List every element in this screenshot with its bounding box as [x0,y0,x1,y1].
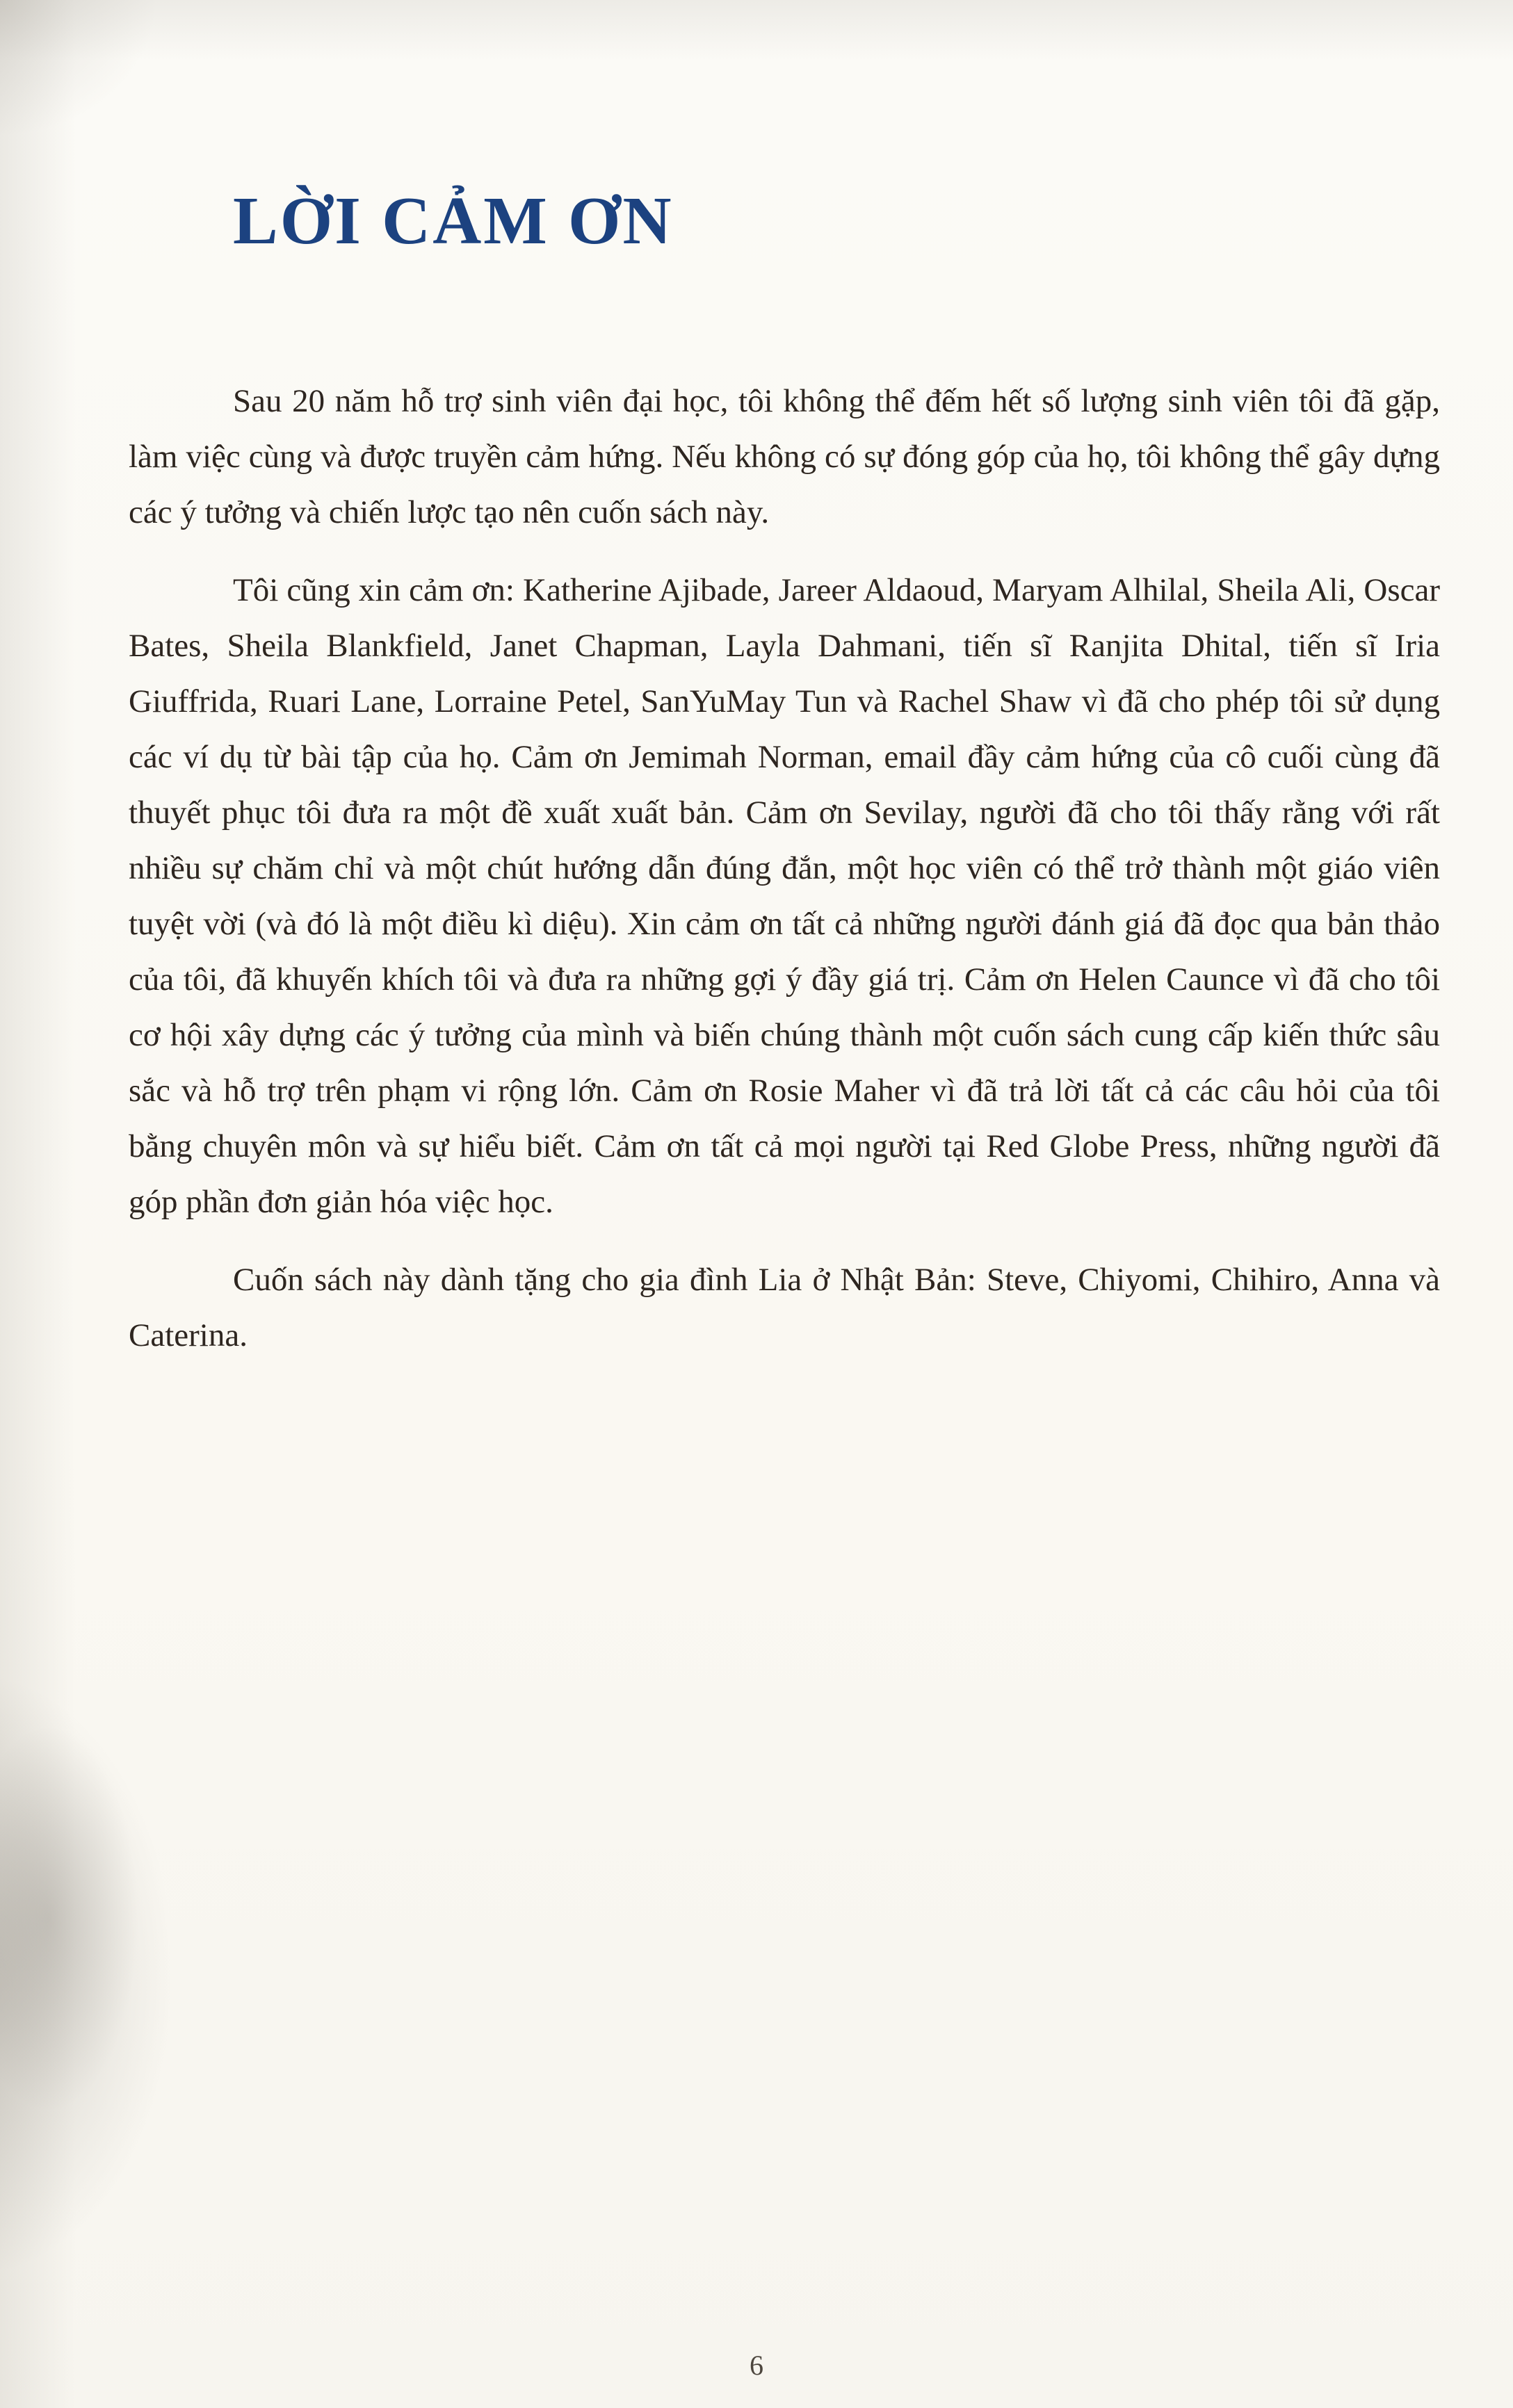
page-content [129,184,1440,1385]
paragraph-intro: Sau 20 năm hỗ trợ sinh viên đại học, tôi không thể đếm hết số lượng sinh viên tôi đã gặp, làm việc cùng và được truyền cảm hứng. Nếu không có sự đóng góp của họ, tôi không thể gây dựng các ý tưởng và chiến lược tạo nên cuốn sách này. [129,382,1440,530]
page-title: LỜI CẢM ƠN [233,184,674,258]
paragraph-dedication: Cuốn sách này dành tặng cho gia đình Lia ở Nhật Bản: Steve, Chiyomi, Chihiro, Anna và Caterina. [129,1261,1440,1353]
page-number: 6 [750,2350,763,2381]
scan-shadow [0,1724,139,2113]
paragraph-thanks: Tôi cũng xin cảm ơn: Katherine Ajibade, Jareer Aldaoud, Maryam Alhilal, Sheila Ali, Oscar Bates, Sheila Blankfield, Janet Chapman, Layla Dahmani, tiến sĩ Ranjita Dhital, tiến sĩ Iria Giuffrida, Ruari Lane, Lorraine Petel, SanYuMay Tun và Rachel Shaw vì đã cho phép tôi sử dụng các ví dụ từ bài tập của họ. Cảm ơn Jemimah Norman, email đầy cảm hứng của cô cuối cùng đã thuyết phục tôi đưa ra một đề xuất xuất bản. Cảm ơn Sevilay, người đã cho tôi thấy rằng với rất nhiều sự chăm chỉ và một chút hướng dẫn đúng đắn, một học viên có thể trở thành một giáo viên tuyệt vời (và đó là một điều kì diệu). Xin cảm ơn tất cả những người đánh giá đã đọc qua bản thảo của tôi, đã khuyến khích tôi và đưa ra những gợi ý đầy giá trị. Cảm ơn Helen Caunce vì đã cho tôi cơ hội xây dựng các ý tưởng của mình và biến chúng thành một cuốn sách cung cấp kiến thức sâu sắc và hỗ trợ trên phạm vi rộng lớn. Cảm ơn Rosie Maher vì đã trả lời tất cả các câu hỏi của tôi bằng chuyên môn và sự hiểu biết. Cảm ơn tất cả mọi người tại Red Globe Press, những người đã góp phần đơn giản hóa việc học. [129,571,1440,1220]
